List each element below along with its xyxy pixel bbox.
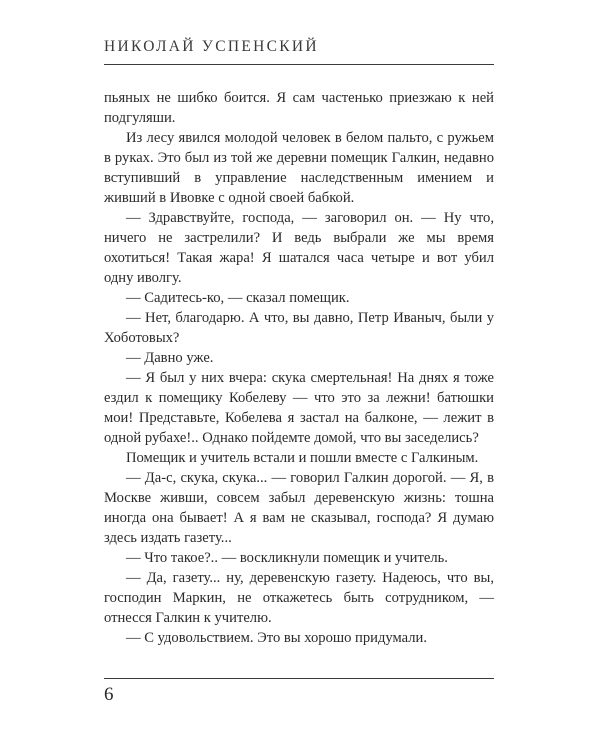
paragraph: — Я был у них вчера: скука смертельная! На днях я тоже ездил к помещику Кобелеву — что это за лежни! батюшки мои! Представьте, Кобелева я застал на балконе, — лежит в одной рубахе!.. Однако пойдемте домой, что вы заседелись? (104, 370, 494, 446)
paragraph: — Садитесь-ко, — сказал помещик. (126, 290, 350, 306)
paragraph: — Здравствуйте, господа, — заговорил он. — Ну что, ничего не застрелили? И ведь выбрали же мы время охотиться! Такая жара! Я шатался часа четыре и вот убил одну иволгу. (104, 210, 494, 286)
paragraph: Из лесу явился молодой человек в белом пальто, с ружьем в руках. Это был из той же деревни помещик Галкин, недавно вступивший в управление наследственным имением и живший в Ивовке с одной своей бабкой. (104, 130, 494, 206)
header-rule (104, 64, 494, 65)
running-title: НИКОЛАЙ УСПЕНСКИЙ (104, 38, 319, 55)
paragraph: — Да-с, скука, скука... — говорил Галкин дорогой. — Я, в Москве живши, совсем забыл деревенскую жизнь: тошна иногда она бывает! А я вам не сказывал, господа? Я думаю здесь издать газету... (104, 470, 494, 546)
page-body (104, 88, 494, 648)
paragraph: — Да, газету... ну, деревенскую газету. Надеюсь, что вы, господин Маркин, не откажетесь быть сотрудником, — отнесся Галкин к учителю. (104, 570, 494, 626)
paragraph: — Нет, благодарю. А что, вы давно, Петр Иваныч, были у Хоботовых? (104, 310, 494, 346)
footer-rule (104, 678, 494, 679)
paragraph: — С удовольствием. Это вы хорошо придумали. (126, 630, 427, 646)
paragraph: Помещик и учитель встали и пошли вместе с Галкиным. (126, 450, 479, 466)
paragraph: — Давно уже. (126, 350, 214, 366)
paragraph: пьяных не шибко боится. Я сам частенько приезжаю к ней подгуляши. (104, 90, 494, 126)
paragraph: — Что такое?.. — воскликнули помещик и учитель. (126, 550, 448, 566)
page-number: 6 (104, 684, 114, 705)
